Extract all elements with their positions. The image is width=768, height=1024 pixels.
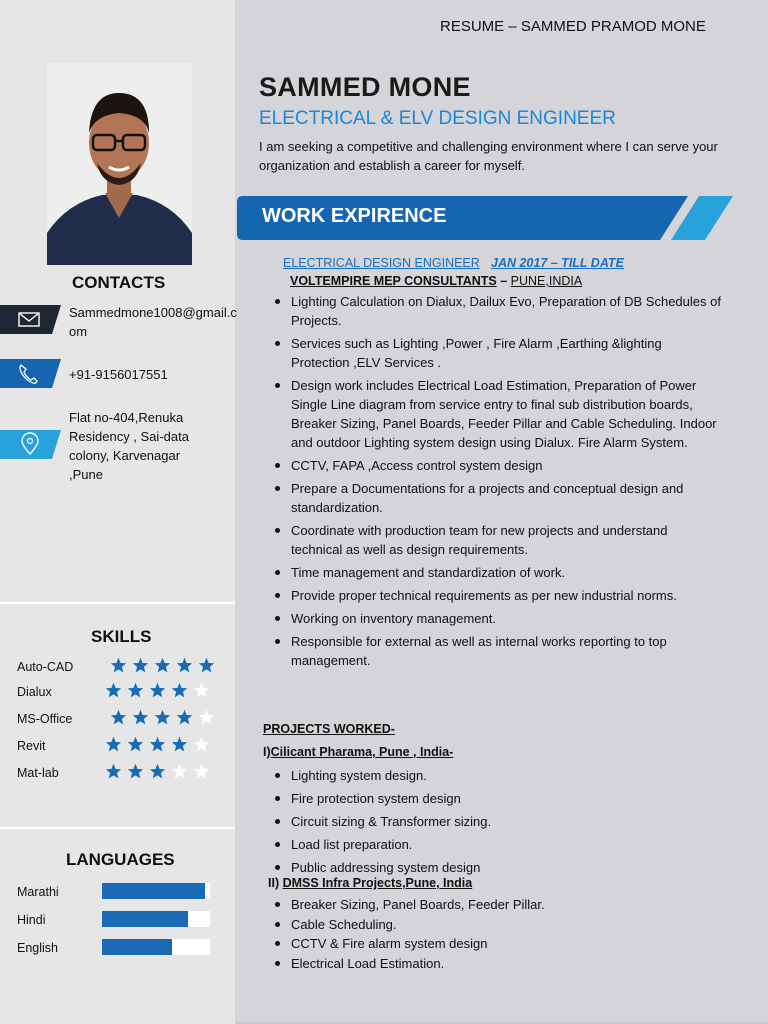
language-level-fill (102, 911, 188, 927)
star-filled-icon (198, 657, 215, 674)
project-2-name: DMSS Infra Projects,Pune, India (282, 876, 473, 890)
star-filled-icon (154, 657, 171, 674)
bullet-item: Prepare a Documentations for a projects and conceptual design and standardization. (269, 479, 721, 517)
bullet-item: Circuit sizing & Transformer sizing. (269, 812, 721, 831)
skill-rating (110, 709, 215, 726)
candidate-role: ELECTRICAL & ELV DESIGN ENGINEER (259, 108, 616, 129)
project-1-title (263, 745, 453, 759)
phone-text[interactable]: +91-9156017551 (69, 367, 168, 382)
skill-label: Revit (17, 739, 46, 753)
skill-rating (105, 736, 210, 753)
envelope-icon (0, 305, 61, 334)
bullet-item: Breaker Sizing, Panel Boards, Feeder Pillar. (269, 895, 721, 914)
project-2-bullets (269, 895, 721, 973)
star-filled-icon (149, 763, 166, 780)
bullet-item: Working on inventory management. (269, 609, 721, 628)
bullet-item: Design work includes Electrical Load Estimation, Preparation of Power Single Line diagram from service entry to final sub distribution boards, Breaker Sizing, Panel Boards, Feeder Pillar and Cable Scheduling. Indoor and outdoor Lighting system design using Dialux. Fire Alarm System. (269, 376, 721, 452)
sidebar-divider (0, 827, 235, 829)
contacts-heading: CONTACTS (72, 273, 166, 292)
sidebar-divider (0, 602, 235, 604)
languages-heading: LANGUAGES (66, 850, 175, 869)
skill-rating (110, 657, 215, 674)
star-empty-icon (171, 763, 188, 780)
job-date: JAN 2017 – TILL DATE (491, 256, 624, 270)
company-name: VOLTEMPIRE MEP CONSULTANTS (290, 274, 497, 288)
star-filled-icon (171, 736, 188, 753)
skill-label: MS-Office (17, 712, 73, 726)
projects-heading-text: PROJECTS WORKED (263, 722, 391, 736)
bullet-item: Coordinate with production team for new projects and understand technical as well as design requirements. (269, 521, 721, 559)
star-filled-icon (127, 736, 144, 753)
star-filled-icon (105, 763, 122, 780)
bullet-item: Cable Scheduling. (269, 915, 721, 934)
project-1-bullets (269, 766, 721, 881)
company-location: PUNE,INDIA (510, 274, 583, 288)
skill-label: Dialux (17, 685, 52, 699)
work-bullets (269, 292, 721, 674)
star-empty-icon (193, 736, 210, 753)
skill-rating (105, 763, 210, 780)
bullet-item: CCTV, FAPA ,Access control system design (269, 456, 721, 475)
bullet-item: Lighting system design. (269, 766, 721, 785)
star-empty-icon (193, 763, 210, 780)
star-filled-icon (110, 657, 127, 674)
bullet-item: Responsible for external as well as internal works reporting to top management. (269, 632, 721, 670)
language-level-bar (102, 911, 210, 927)
career-objective: I am seeking a competitive and challenging environment where I can serve your organization and establish a career for myself. (259, 139, 718, 173)
job-title: ELECTRICAL DESIGN ENGINEER (283, 256, 480, 270)
phone-icon (0, 359, 61, 388)
star-filled-icon (132, 657, 149, 674)
bullet-item: Load list preparation. (269, 835, 721, 854)
project-1-name: Cilicant Pharama, Pune , India- (270, 745, 454, 759)
star-empty-icon (198, 709, 215, 726)
skills-heading: SKILLS (91, 627, 152, 646)
star-filled-icon (149, 736, 166, 753)
projects-heading-suffix: - (390, 722, 395, 736)
email-row (0, 305, 61, 334)
star-filled-icon (176, 657, 193, 674)
candidate-name: SAMMED MONE (259, 72, 471, 102)
language-level-bar (102, 883, 210, 899)
projects-heading (263, 722, 395, 736)
language-label: English (17, 941, 58, 955)
skill-label: Mat-lab (17, 766, 59, 780)
bullet-item: Lighting Calculation on Dialux, Dailux Evo, Preparation of DB Schedules of Projects. (269, 292, 721, 330)
language-level-fill (102, 939, 172, 955)
project-2-title (268, 876, 472, 890)
email-text[interactable]: Sammedmone1008@gmail.com (69, 305, 237, 339)
bullet-item: Public addressing system design (269, 858, 721, 877)
location-pin-icon (0, 430, 61, 459)
address-row (0, 430, 61, 459)
star-filled-icon (154, 709, 171, 726)
star-empty-icon (193, 682, 210, 699)
star-filled-icon (105, 682, 122, 699)
star-filled-icon (127, 763, 144, 780)
bullet-item: CCTV & Fire alarm system design (269, 934, 721, 953)
project-2-prefix: II) (268, 876, 283, 890)
star-filled-icon (176, 709, 193, 726)
star-filled-icon (110, 709, 127, 726)
skill-label: Auto-CAD (17, 660, 74, 674)
phone-row (0, 359, 61, 388)
address-text: Flat no-404,Renuka Residency , Sai-data colony, Karvenagar ,Pune (69, 410, 189, 482)
language-label: Hindi (17, 913, 46, 927)
bullet-item: Time management and standardization of work. (269, 563, 721, 582)
work-experience-heading: WORK EXPIRENCE (262, 205, 447, 227)
bullet-item: Services such as Lighting ,Power , Fire Alarm ,Earthing &lighting Protection ,ELV Services . (269, 334, 721, 372)
language-level-fill (102, 883, 205, 899)
company-line (290, 274, 582, 288)
bullet-item: Fire protection system design (269, 789, 721, 808)
star-filled-icon (149, 682, 166, 699)
project-1-prefix: I) (263, 745, 271, 759)
company-separator: – (496, 274, 511, 288)
star-filled-icon (127, 682, 144, 699)
star-filled-icon (171, 682, 188, 699)
star-filled-icon (105, 736, 122, 753)
bullet-item: Provide proper technical requirements as per new industrial norms. (269, 586, 721, 605)
profile-photo (47, 63, 192, 265)
skill-rating (105, 682, 210, 699)
resume-header-title: RESUME – SAMMED PRAMOD MONE (440, 18, 706, 35)
language-label: Marathi (17, 885, 59, 899)
bullet-item: Electrical Load Estimation. (269, 954, 721, 973)
star-filled-icon (132, 709, 149, 726)
language-level-bar (102, 939, 210, 955)
